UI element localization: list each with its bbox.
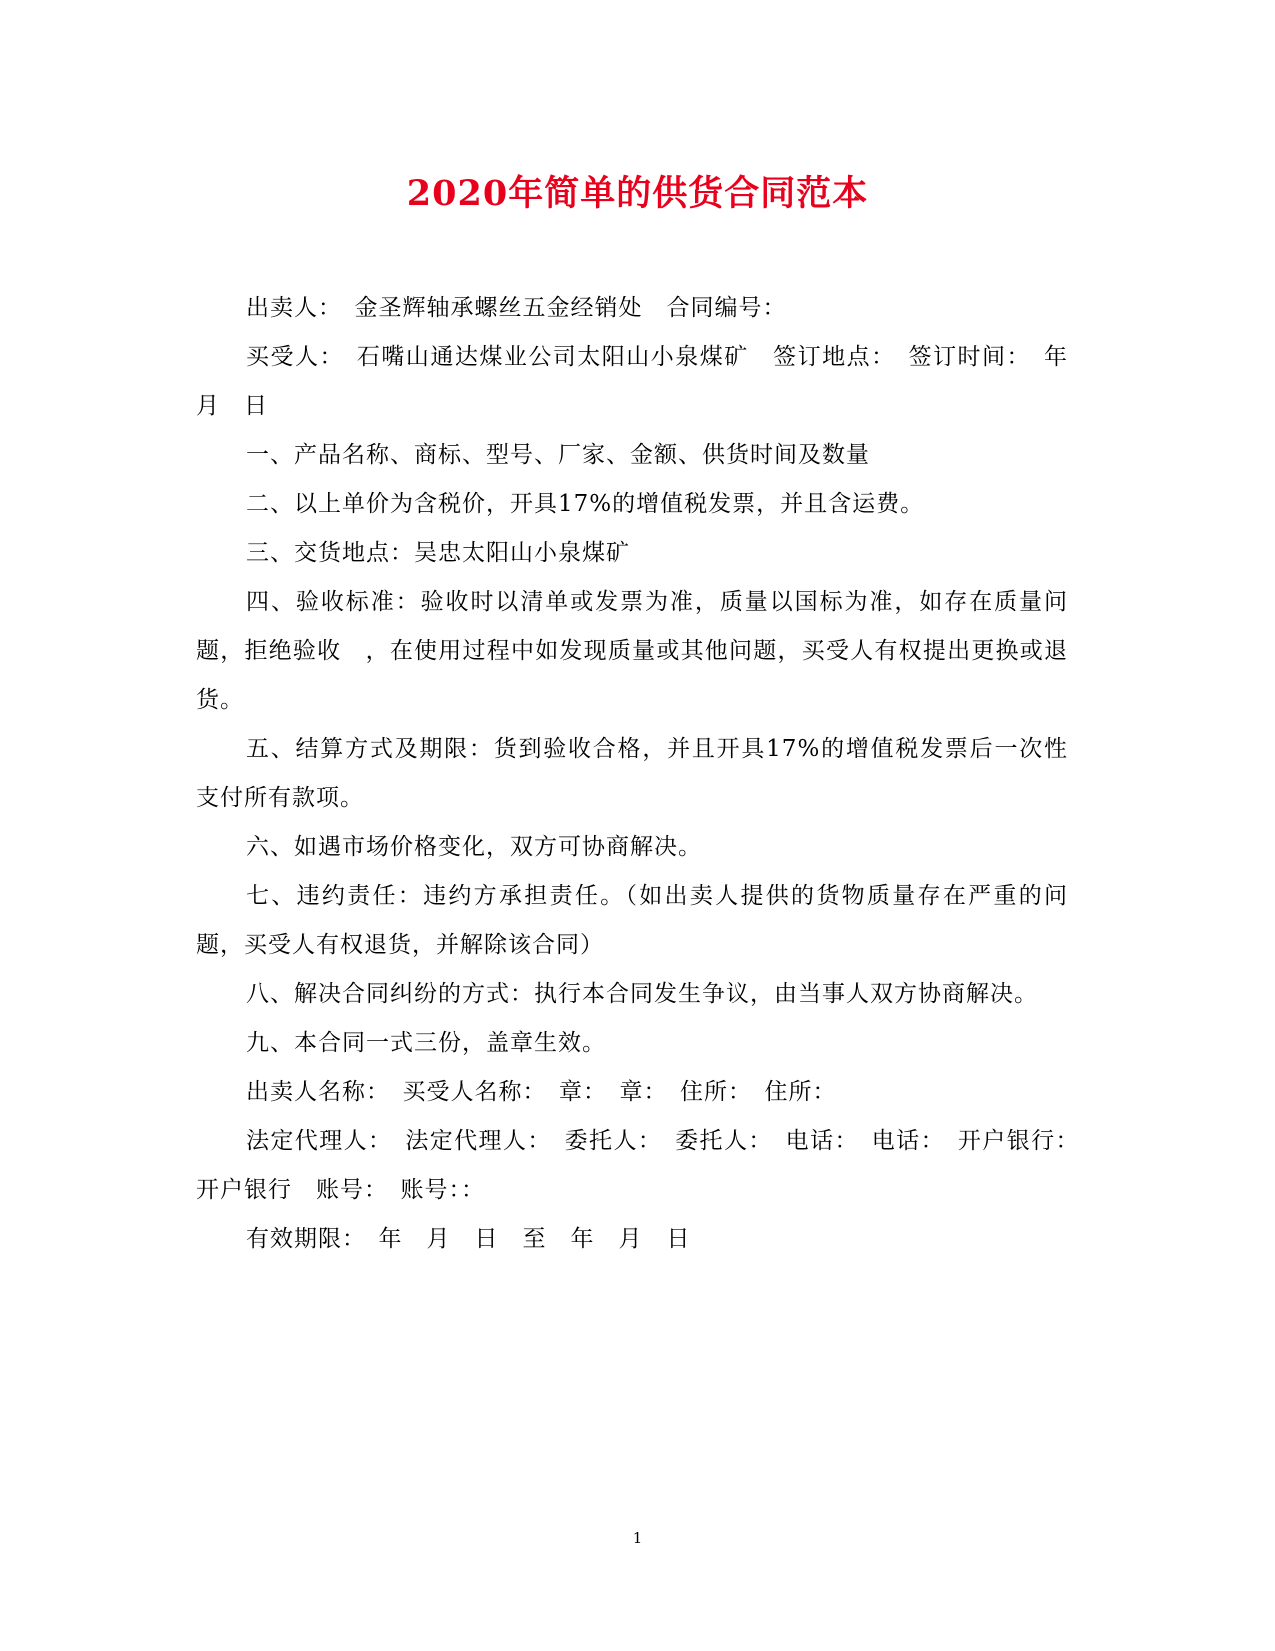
clause-8: 八、解决合同纠纷的方式：执行本合同发生争议，由当事人双方协商解决。 — [246, 981, 1038, 1007]
party-names-line: 出卖人名称： 买受人名称： 章： 章： 住所： 住所： — [246, 1079, 837, 1105]
clause-9: 九、本合同一式三份，盖章生效。 — [246, 1030, 606, 1056]
buyer-line: 买受人： 石嘴山通达煤业公司太阳山小泉煤矿 签订地点： 签订时间： 年 月 日 — [196, 344, 1092, 419]
validity-period-line: 有效期限： 年 月 日 至 年 月 日 — [246, 1226, 691, 1252]
clause-4: 四、验收标准：验收时以清单或发票为准，质量以国标为准，如存在质量问题，拒绝验收 ，在使用过程中如发现质量或其他问题，买受人有权提出更换或退货。 — [196, 589, 1068, 713]
clause-2: 二、以上单价为含税价，开具17%的增值税发票，并且含运费。 — [246, 491, 925, 517]
page-number: 1 — [632, 1529, 643, 1547]
clause-1: 一、产品名称、商标、型号、厂家、金额、供货时间及数量 — [246, 442, 870, 468]
document-title: 2020年简单的供货合同范本 — [406, 173, 869, 214]
clause-5: 五、结算方式及期限：货到验收合格，并且开具17%的增值税发票后一次性支付所有款项。 — [196, 736, 1068, 811]
clause-6: 六、如遇市场价格变化，双方可协商解决。 — [246, 834, 702, 860]
clause-3: 三、交货地点：吴忠太阳山小泉煤矿 — [246, 540, 630, 566]
clause-7: 七、违约责任：违约方承担责任。（如出卖人提供的货物质量存在严重的问题，买受人有权退货，并解除该合同） — [196, 883, 1068, 958]
contract-body — [196, 284, 1092, 1264]
party-contacts-line: 法定代理人： 法定代理人： 委托人： 委托人： 电话： 电话： 开户银行： 开户银行 账号： 账号：： — [196, 1128, 1092, 1203]
seller-line: 出卖人： 金圣辉轴承螺丝五金经销处 合同编号： — [246, 295, 787, 321]
